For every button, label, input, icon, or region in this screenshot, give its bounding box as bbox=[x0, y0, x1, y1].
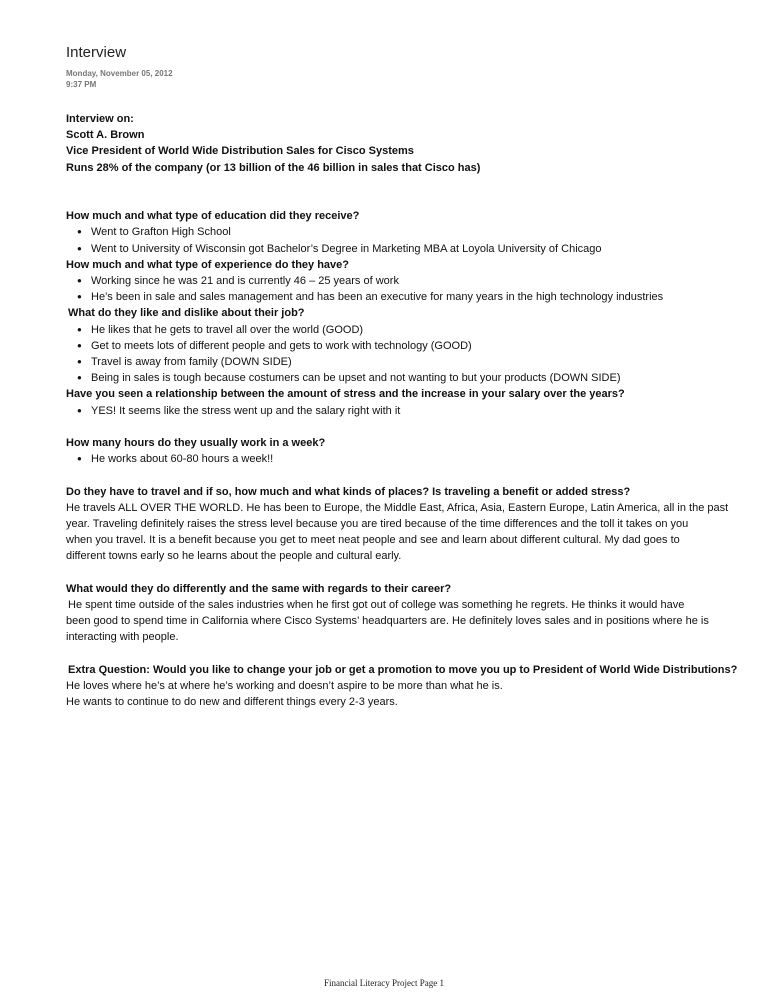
travel-answer-line: when you travel. It is a benefit because you get to meet neat people and see and learn about different cultural. My dad goes to bbox=[66, 534, 680, 547]
career-question: What would they do differently and the same with regards to their career? bbox=[66, 582, 452, 595]
education-list bbox=[66, 224, 766, 256]
travel-answer-line: He travels ALL OVER THE WORLD. He has been to Europe, the Middle East, Africa, Asia, Eastern Europe, Latin America, all in the past bbox=[66, 501, 729, 514]
career-answer-line: He spent time outside of the sales industries when he first got out of college was something he regrets. He thinks it would have bbox=[68, 599, 685, 612]
note-time: 9:37 PM bbox=[66, 80, 97, 89]
likes-list bbox=[66, 322, 766, 387]
list-item: ● Get to meets lots of different people and gets to work with technology (GOOD) bbox=[91, 338, 766, 354]
list-item: ● YES! It seems like the stress went up and the salary right with it bbox=[91, 403, 766, 419]
note-date: Monday, November 05, 2012 bbox=[66, 69, 173, 78]
list-item: ● He works about 60-80 hours a week!! bbox=[91, 451, 766, 467]
stress-question: Have you seen a relationship between the amount of stress and the increase in your salary over the years? bbox=[66, 388, 625, 401]
extra-question: Extra Question: Would you like to change your job or get a promotion to move you up to President of World Wide Distributions? bbox=[68, 663, 738, 676]
travel-answer-line: year. Traveling definitely raises the stress level because you are tired because of the time differences and the toll it takes on you bbox=[66, 518, 689, 531]
travel-question: Do they have to travel and if so, how much and what kinds of places? Is traveling a benefit or added stress? bbox=[66, 485, 631, 498]
intro-line: Vice President of World Wide Distribution Sales for Cisco Systems bbox=[66, 145, 414, 158]
page-title: Interview bbox=[66, 44, 127, 61]
list-item: ● Went to Grafton High School bbox=[91, 224, 766, 240]
travel-answer-line: different towns early so he learns about the people and cultural early. bbox=[66, 550, 402, 563]
list-item: ● Working since he was 21 and is currently 46 – 25 years of work bbox=[91, 273, 766, 289]
intro-line: Scott A. Brown bbox=[66, 129, 145, 142]
career-answer-line: interacting with people. bbox=[66, 631, 179, 644]
hours-list bbox=[66, 451, 766, 467]
list-item: ● He’s been in sale and sales management and has been an executive for many years in the high technology industries bbox=[91, 289, 766, 305]
career-answer-line: been good to spend time in California where Cisco Systems’ headquarters are. He definitely loves sales and in positions where he is bbox=[66, 615, 709, 628]
extra-answer-line: He wants to continue to do new and different things every 2-3 years. bbox=[66, 696, 398, 709]
page-footer: Financial Literacy Project Page 1 bbox=[324, 978, 444, 988]
list-item: ● He likes that he gets to travel all over the world (GOOD) bbox=[91, 322, 766, 338]
list-item: ● Being in sales is tough because costumers can be upset and not wanting to but your products (DOWN SIDE) bbox=[91, 370, 766, 386]
list-item: ● Travel is away from family (DOWN SIDE) bbox=[91, 354, 766, 370]
note-body bbox=[66, 111, 766, 710]
extra-answer-line: He loves where he’s at where he’s working and doesn’t aspire to be more than what he is. bbox=[66, 680, 503, 693]
intro-line: Interview on: bbox=[66, 113, 134, 125]
stress-list bbox=[66, 403, 766, 419]
experience-list bbox=[66, 273, 766, 305]
likes-question: What do they like and dislike about their job? bbox=[68, 307, 305, 320]
list-item: ● Went to University of Wisconsin got Bachelor’s Degree in Marketing MBA at Loyola University of Chicago bbox=[91, 241, 766, 257]
education-question: How much and what type of education did they receive? bbox=[66, 210, 360, 223]
hours-question: How many hours do they usually work in a week? bbox=[66, 437, 326, 450]
intro-line: Runs 28% of the company (or 13 billion of the 46 billion in sales that Cisco has) bbox=[66, 161, 481, 174]
experience-question: How much and what type of experience do they have? bbox=[66, 258, 350, 271]
